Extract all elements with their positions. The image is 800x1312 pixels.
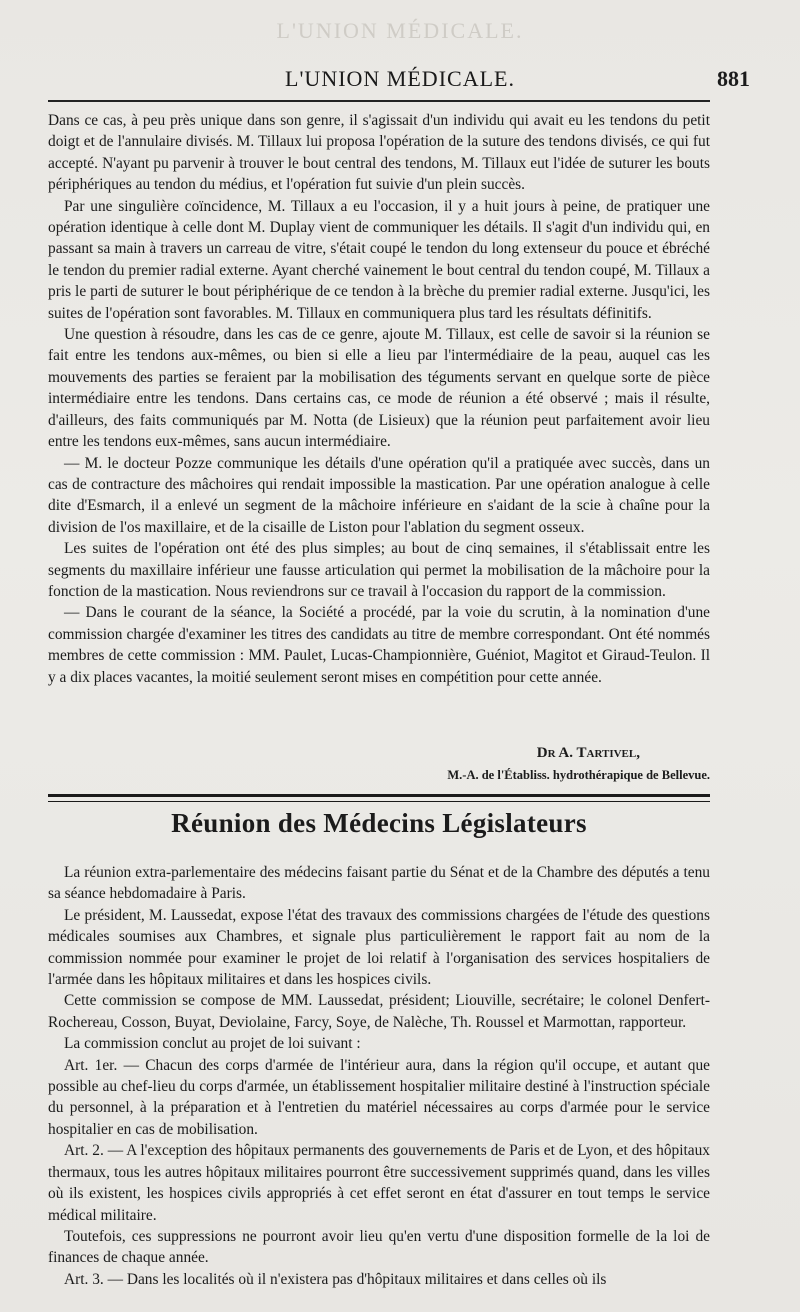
section-divider [48,794,710,802]
page-number: 881 [717,66,750,91]
signature-affiliation: M.-A. de l'Établiss. hydrothérapique de Bellevue. [447,768,710,782]
society-report-column [48,110,710,688]
article-paragraph: Art. 1er. — Chacun des corps d'armée de l'intérieur aura, dans la région qu'il occupe, et autant que possible au chef-lieu du corps d'armée, un établissement hospitalier militaire destiné à l'instruction spéciale du personnel, à la préparation et à l'entretien du matériel nécessaires au corps d'armée pour le service hospitalier en cas de mobilisation. [48,1056,710,1138]
article-paragraph: Art. 2. — A l'exception des hôpitaux permanents des gouvernements de Paris et de Lyon, et des hôpitaux thermaux, tous les autres hôpitaux militaires pourront être successivement supprimés quand, dans les villes où ils existent, les hospices civils appropriés à cet effet seront en état d'assurer en tout temps le service médical militaire. [48,1142,710,1224]
paragraph: Dans ce cas, à peu près unique dans son genre, il s'agissait d'un individu qui avait eu les tendons du petit doigt et de l'annulaire divisés. M. Tillaux lui proposa l'opération de la suture des tendons divisés, ce qui fut accepté. N'ayant pu parvenir à trouver le bout central des tendons, M. Tillaux eut l'idée de suturer les bouts périphériques au tendon du médius, et l'opération fut suivie d'un plein succès. [48,112,710,194]
paragraph: — M. le docteur Pozze communique les détails d'une opération qu'il a pratiquée avec succès, dans un cas de contracture des mâchoires qui rendait impossible la mastication. Par une opération analogue à celle dite d'Esmarch, il a enlevé un segment de la mâchoire inférieure en s'aidant de la scie à chaîne pour la division de l'os maxillaire, et de la cisaille de Liston pour l'ablation du segment osseux. [48,454,710,536]
paragraph: Par une singulière coïncidence, M. Tillaux a eu l'occasion, il y a huit jours à peine, de pratiquer une opération identique à celle dont M. Duplay vient de communiquer les détails. Il s'agit d'un individu qui, en passant sa main à travers un carreau de vitre, s'était coupé le tendon du long extenseur du pouce et ébréché le tendon du premier radial externe. Ayant cherché vainement le bout central du tendon coupé, M. Tillaux a pris le parti de suturer le bout périphérique de ce tendon à la brèche du premier radial externe. Jusqu'ici, les suites de l'opération sont favorables. M. Tillaux en communiquera plus tard les résultats définitifs. [48,197,710,322]
running-header [50,66,750,96]
paragraph: Toutefois, ces suppressions ne pourront avoir lieu qu'en vertu d'une disposition formelle de la loi de finances de chaque année. [48,1227,710,1267]
paragraph: Cette commission se compose de MM. Laussedat, président; Liouville, secrétaire; le colonel Denfert-Rochereau, Cosson, Buyat, Deviolaine, Farcy, Soye, de Nalèche, Th. Roussel et Marmottan, rapporteur. [48,992,710,1031]
paragraph: La commission conclut au projet de loi suivant : [64,1035,361,1053]
bleed-through-header: L'UNION MÉDICALE. [276,18,524,43]
paragraph: Les suites de l'opération ont été des plus simples; au bout de cinq semaines, il s'établissait entre les segments du maxillaire inférieur une fausse articulation qui permet la mobilisation de la mâchoire pour la fonction de la mastication. Nous reviendrons sur ce travail à l'occasion du rapport de la commission. [48,540,710,600]
section-body [48,862,710,1290]
paragraph: — Dans le courant de la séance, la Société a procédé, par la voie du scrutin, à la nomination d'une commission chargée d'examiner les titres des candidats au titre de membre correspondant. Ont été nommés membres de cette commission : MM. Paulet, Lucas-Championnière, Guéniot, Magitot et Giraud-Teulon. Il y a dix places vacantes, la moitié seulement seront mises en compétition pour cette année. [48,604,710,686]
signature-name: Dr A. Tartivel, [536,745,640,761]
paragraph: Une question à résoudre, dans les cas de ce genre, ajoute M. Tillaux, est celle de savoir si la réunion se fait entre les tendons aux-mêmes, ou bien si elle a lieu par l'intermédiaire de la peau, auquel cas les mouvements des parties se feraient par la mobilisation des téguments servant en quelque sorte de pièce intermédiaire entre les tendons. Dans certains cas, ce mode de réunion a été observé ; mais il résulte, d'ailleurs, des faits communiqués par M. Notta (de Lisieux) que la réunion peut parfaitement avoir lieu entre les tendons eux-mêmes, sans aucun intermédiaire. [48,326,710,451]
paragraph: La réunion extra-parlementaire des médecins faisant partie du Sénat et de la Chambre des députés a tenu sa séance hebdomadaire à Paris. [48,864,710,903]
journal-title: L'UNION MÉDICALE. [285,66,515,91]
article-paragraph: Art. 3. — Dans les localités où il n'existera pas d'hôpitaux militaires et dans celles où ils [64,1270,607,1288]
section-title: Réunion des Médecins Législateurs [171,808,587,838]
paragraph: Le président, M. Laussedat, expose l'état des travaux des commissions chargées de l'étude des questions médicales soumises aux Chambres, et signale plus particulièrement le rapport fait au nom de la commission nommée pour examiner le projet de loi relatif à l'organisation des services hospitaliers de l'armée dans les hôpitaux militaires et dans les hospices civils. [48,906,710,989]
header-rule [48,100,710,102]
signature-block [48,742,710,786]
